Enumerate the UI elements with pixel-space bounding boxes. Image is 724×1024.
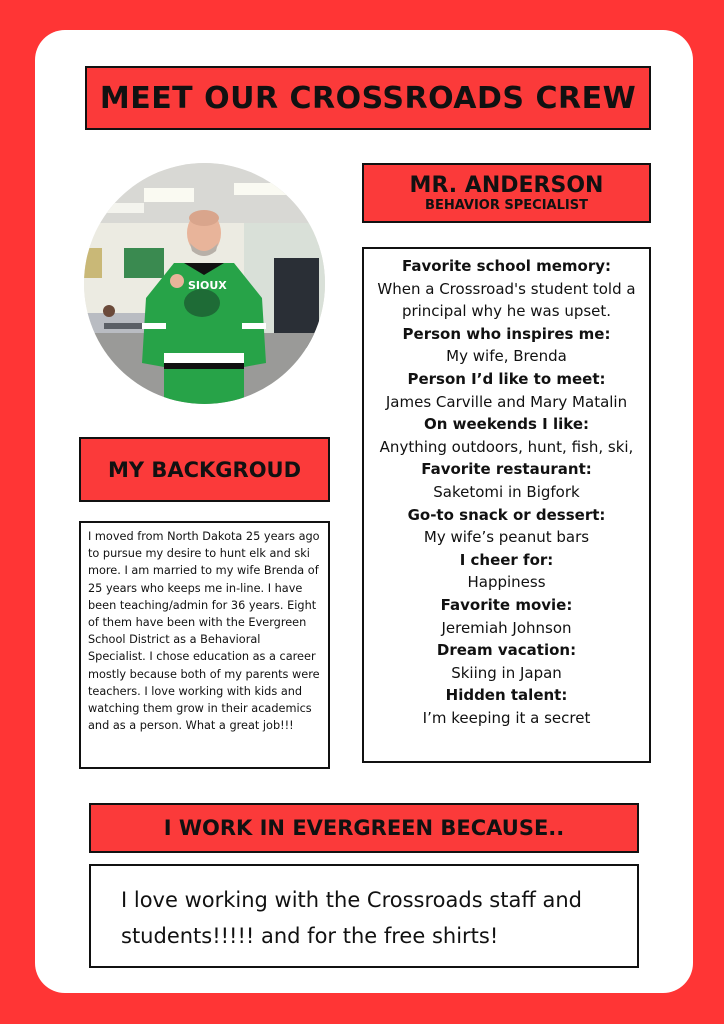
why-text: I love working with the Crossroads staff and students!!!!! and for the free shirts!: [89, 864, 639, 968]
page-title-text: MEET OUR CROSSROADS CREW: [99, 80, 637, 116]
fact-answer: When a Crossroad's student told a principal why he was upset.: [377, 279, 636, 321]
fact-answer: Anything outdoors, hunt, fish, ski,: [379, 437, 634, 456]
fact-question: Go-to snack or dessert:: [407, 505, 606, 524]
fact-question: Favorite school memory:: [401, 257, 612, 275]
fact-question: Hidden talent:: [445, 686, 568, 705]
why-heading: [89, 803, 639, 853]
fact-question: Person I’d like to meet:: [407, 369, 606, 388]
fact-answer: I’m keeping it a secret: [422, 708, 591, 727]
fact-question: On weekends I like:: [424, 415, 589, 434]
portrait-photo-drawing: [84, 163, 325, 404]
jersey-text: SIOUX: [188, 279, 227, 292]
fact-answer: My wife, Brenda: [446, 347, 567, 366]
fun-facts-box: [362, 247, 651, 763]
background-heading: [79, 437, 330, 502]
fact-question: Favorite movie:: [440, 595, 573, 614]
fact-question: I cheer for:: [459, 550, 554, 569]
fact-answer: Jeremiah Johnson: [441, 618, 572, 637]
fact-answer: Happiness: [467, 573, 546, 592]
why-heading-text: I WORK IN EVERGREEN BECAUSE..: [163, 816, 565, 840]
page-title: [85, 66, 651, 130]
background-text: I moved from North Dakota 25 years ago to pursue my desire to hunt elk and ski more. I am married to my wife Brenda of 25 years who keeps me in-line. I have been teaching/admin for 36 years. Eight of them have been with the Evergreen School District as a Behavioral Specialist. I chose education as a career mostly because both of my parents were teachers. I love working with kids and watching them grow in their academics and as a person. What a great job!!!: [79, 521, 330, 769]
fact-question: Favorite restaurant:: [421, 460, 592, 479]
fact-answer: James Carville and Mary Matalin: [385, 392, 628, 411]
fact-answer: My wife’s peanut bars: [423, 528, 590, 547]
fact-answer: Saketomi in Bigfork: [433, 482, 580, 501]
fact-question: Dream vacation:: [436, 641, 577, 660]
fact-answer: Skiing in Japan: [451, 663, 562, 682]
name-header: [362, 163, 651, 223]
fact-question: Person who inspires me:: [402, 324, 611, 343]
portrait-photo: [84, 163, 325, 404]
person-name: MR. ANDERSON: [409, 172, 604, 198]
background-heading-text: MY BACKGROUD: [107, 457, 302, 482]
person-role: BEHAVIOR SPECIALIST: [425, 197, 588, 213]
